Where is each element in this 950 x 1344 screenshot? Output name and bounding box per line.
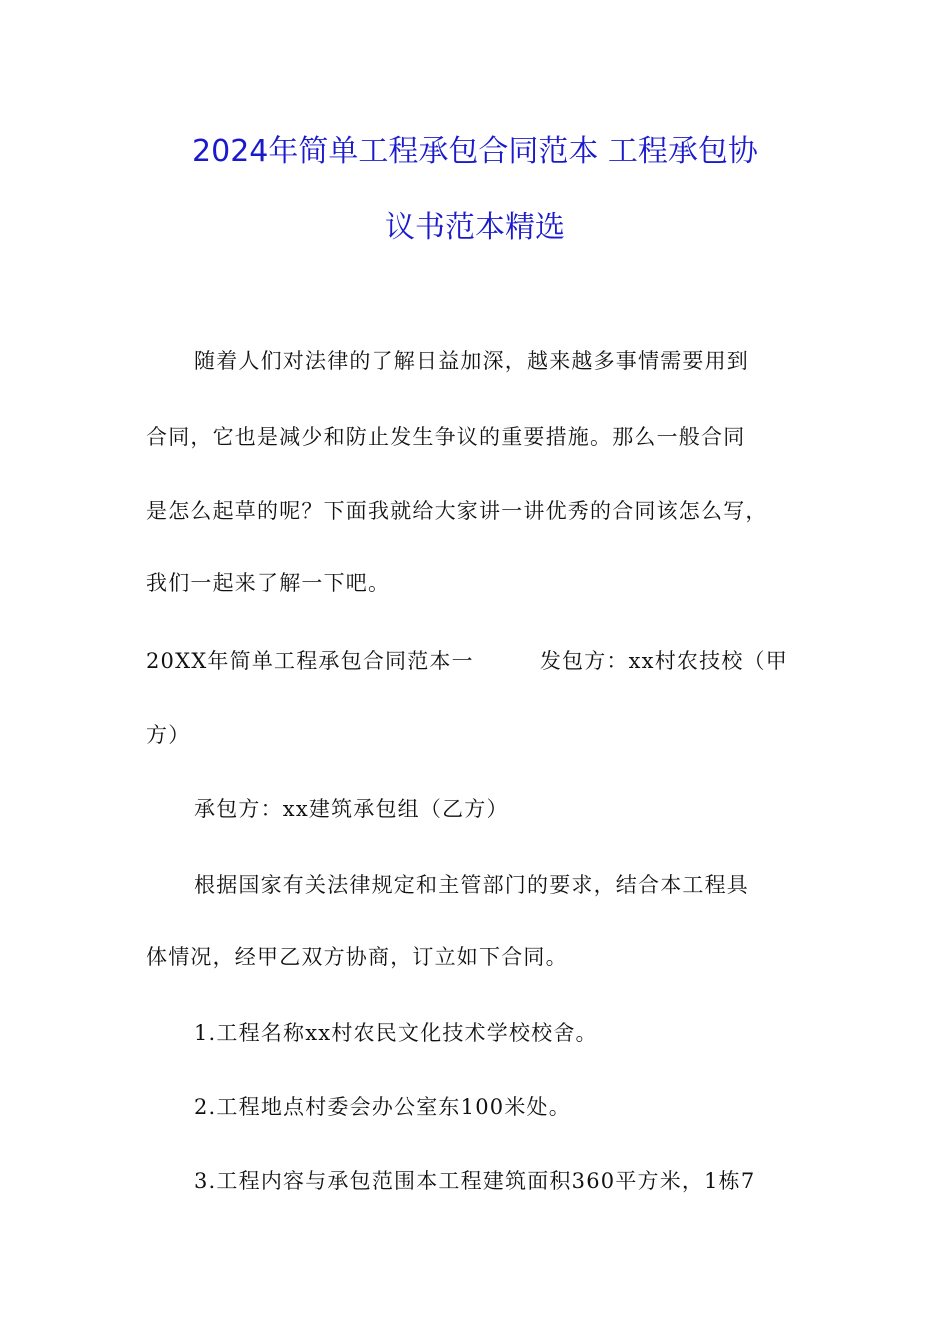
document-title-line-1: 2024年简单工程承包合同范本 工程承包协 xyxy=(192,134,758,169)
document-title-line-2: 议书范本精选 xyxy=(385,210,565,245)
employer-party-line-2: 方） xyxy=(146,723,191,747)
clause-project-scope: 3.工程内容与承包范围本工程建筑面积360平方米，1栋7 xyxy=(194,1169,756,1193)
contract-heading-row xyxy=(146,646,788,676)
basis-paragraph-line-1: 根据国家有关法律规定和主管部门的要求，结合本工程具 xyxy=(194,873,749,897)
intro-paragraph-line-1: 随着人们对法律的了解日益加深，越来越多事情需要用到 xyxy=(194,349,749,373)
intro-paragraph-line-2: 合同，它也是减少和防止发生争议的重要措施。那么一般合同 xyxy=(146,425,746,449)
employer-party-line-1: 发包方：xx村农技校（甲 xyxy=(539,649,788,673)
clause-project-location: 2.工程地点村委会办公室东100米处。 xyxy=(194,1095,571,1119)
contract-heading: 20XX年简单工程承包合同范本一 xyxy=(146,649,474,673)
clause-project-name: 1.工程名称xx村农民文化技术学校校舍。 xyxy=(194,1021,598,1045)
intro-paragraph-line-3: 是怎么起草的呢？下面我就给大家讲一讲优秀的合同该怎么写， xyxy=(146,499,768,523)
contractor-party: 承包方：xx建筑承包组（乙方） xyxy=(194,797,509,821)
intro-paragraph-line-4: 我们一起来了解一下吧。 xyxy=(146,571,391,595)
basis-paragraph-line-2: 体情况，经甲乙双方协商，订立如下合同。 xyxy=(146,945,568,969)
